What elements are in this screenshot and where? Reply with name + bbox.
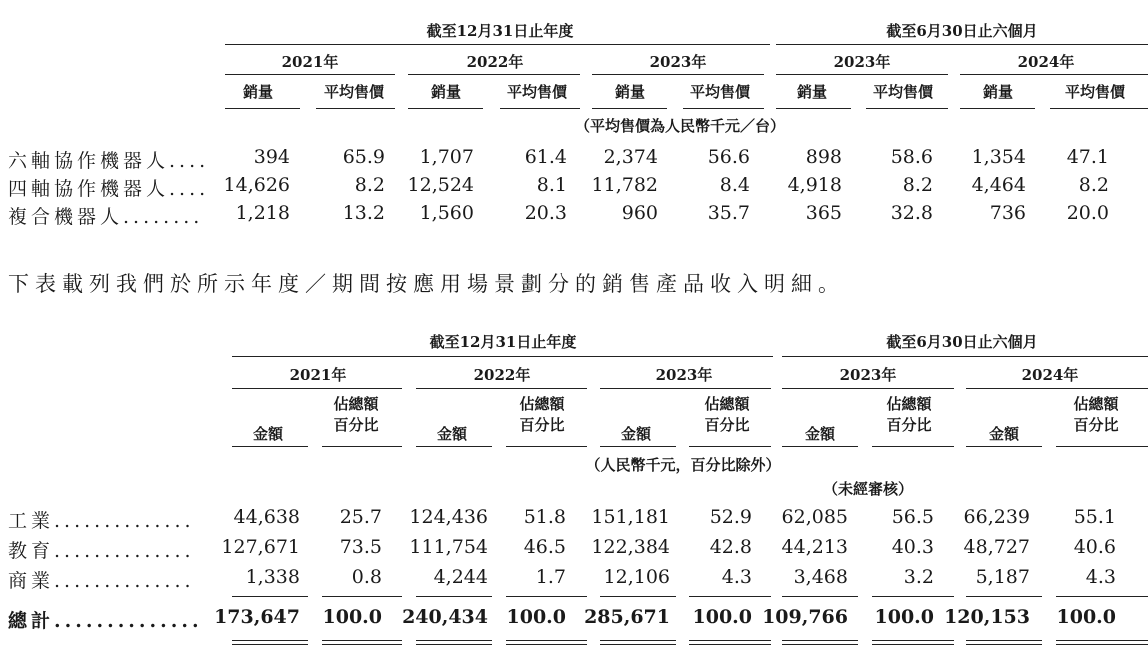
table-cell: 56.5 [891, 506, 934, 528]
divider [782, 388, 954, 389]
table-cell: 3,468 [793, 566, 848, 588]
table-cell: 4.3 [721, 566, 752, 588]
divider [782, 446, 858, 447]
divider [232, 596, 308, 597]
col-header-pct-line2: 百分比 [704, 416, 750, 434]
table-cell: 40.6 [1073, 536, 1116, 558]
table-cell: 0.8 [351, 566, 382, 588]
divider [966, 446, 1042, 447]
col-header-volume: 銷量 [982, 83, 1014, 101]
divider [1056, 596, 1148, 597]
table2-period-header-halfyear: 截至6月30日止六個月 [886, 333, 1038, 351]
table-cell: 4,464 [971, 174, 1026, 196]
table-cell: 3.2 [903, 566, 934, 588]
row-label: 教育.............. [8, 540, 195, 562]
total-cell: 100.0 [874, 606, 934, 628]
divider [960, 74, 1148, 75]
table-cell: 52.9 [709, 506, 752, 528]
table-cell: 4,918 [787, 174, 842, 196]
row-label: 複合機器人........ [8, 206, 204, 228]
table-cell: 8.4 [719, 174, 750, 196]
col-header-pct [333, 394, 378, 436]
row-label: 工業.............. [8, 510, 195, 532]
table-cell: 65.9 [342, 146, 385, 168]
col-header-pct-line1: 佔總額 [519, 395, 565, 413]
table-cell: 4.3 [1085, 566, 1116, 588]
col-header-pct-line2: 百分比 [1073, 416, 1119, 434]
total-cell: 109,766 [762, 606, 848, 628]
table-cell: 35.7 [707, 202, 750, 224]
col-header-amount: 金額 [620, 425, 652, 443]
table2-year-header: 2023年 [655, 366, 713, 384]
col-header-volume: 銷量 [614, 83, 646, 101]
table-cell: 1,354 [971, 146, 1026, 168]
col-header-pct-line1: 佔總額 [886, 395, 932, 413]
divider [776, 74, 948, 75]
divider [322, 596, 402, 597]
col-header-avg-price: 平均售價 [689, 83, 751, 101]
divider [225, 108, 300, 109]
double-underline [322, 640, 402, 645]
col-header-volume: 銷量 [242, 83, 274, 101]
divider [960, 108, 1035, 109]
table-cell: 11,782 [591, 174, 658, 196]
divider [1056, 446, 1148, 447]
total-cell: 120,153 [944, 606, 1030, 628]
double-underline [506, 640, 587, 645]
divider [600, 596, 676, 597]
table-cell: 20.0 [1066, 202, 1109, 224]
row-label: 商業.............. [8, 570, 195, 592]
table-cell: 8.2 [902, 174, 933, 196]
divider [408, 74, 580, 75]
total-cell: 240,434 [402, 606, 488, 628]
divider [776, 44, 1148, 45]
table-cell: 122,384 [591, 536, 670, 558]
total-cell: 100.0 [506, 606, 566, 628]
double-underline [1056, 640, 1148, 645]
table-cell: 14,626 [223, 174, 290, 196]
divider [782, 356, 1148, 357]
table1-year-header: 2023年 [649, 53, 707, 71]
total-cell: 173,647 [214, 606, 300, 628]
table2-year-header: 2023年 [839, 366, 897, 384]
table-cell: 12,524 [407, 174, 474, 196]
double-underline [782, 640, 858, 645]
table-cell: 124,436 [409, 506, 488, 528]
col-header-amount: 金額 [804, 425, 836, 443]
col-header-volume: 銷量 [796, 83, 828, 101]
table2-period-header-annual: 截至12月31日止年度 [429, 333, 577, 351]
unit-note: （人民幣千元，百分比除外） [585, 456, 781, 474]
divider [322, 446, 402, 447]
divider [232, 356, 773, 357]
unit-note: （平均售價為人民幣千元／台） [574, 117, 786, 135]
divider [408, 108, 483, 109]
table-cell: 127,671 [221, 536, 300, 558]
divider [872, 446, 954, 447]
table-cell: 46.5 [523, 536, 566, 558]
table-cell: 1,560 [419, 202, 474, 224]
table-cell: 44,638 [233, 506, 300, 528]
table-cell: 13.2 [342, 202, 385, 224]
col-header-pct [886, 394, 931, 436]
col-header-volume: 銷量 [430, 83, 462, 101]
divider [225, 74, 395, 75]
divider [689, 596, 771, 597]
table-cell: 48,727 [963, 536, 1030, 558]
table-cell: 44,213 [781, 536, 848, 558]
col-header-pct [1073, 394, 1118, 436]
col-header-pct [704, 394, 749, 436]
divider [782, 596, 858, 597]
table-cell: 1,338 [245, 566, 300, 588]
table1-year-header: 2022年 [466, 53, 524, 71]
table-cell: 394 [253, 146, 290, 168]
divider [416, 596, 492, 597]
divider [225, 44, 770, 45]
table-cell: 55.1 [1073, 506, 1116, 528]
divider [600, 446, 676, 447]
table1-year-header: 2021年 [281, 53, 339, 71]
table2-year-header: 2021年 [289, 366, 347, 384]
table-cell: 51.8 [523, 506, 566, 528]
col-header-pct-line1: 佔總額 [333, 395, 379, 413]
double-underline [872, 640, 954, 645]
table-cell: 4,244 [433, 566, 488, 588]
divider [600, 388, 771, 389]
table-cell: 111,754 [409, 536, 488, 558]
table-cell: 898 [805, 146, 842, 168]
table-cell: 40.3 [891, 536, 934, 558]
table-cell: 62,085 [781, 506, 848, 528]
divider [966, 596, 1042, 597]
divider [506, 446, 587, 447]
unaudited-note: （未經審核） [822, 480, 914, 498]
col-header-amount: 金額 [436, 425, 468, 443]
double-underline [966, 640, 1042, 645]
divider [416, 446, 492, 447]
col-header-avg-price: 平均售價 [872, 83, 934, 101]
double-underline [689, 640, 771, 645]
table-cell: 1.7 [535, 566, 566, 588]
col-header-avg-price: 平均售價 [1064, 83, 1126, 101]
table-cell: 42.8 [709, 536, 752, 558]
table1-period-header-annual: 截至12月31日止年度 [426, 22, 574, 40]
double-underline [416, 640, 492, 645]
divider [592, 108, 667, 109]
table-cell: 12,106 [603, 566, 670, 588]
col-header-pct [519, 394, 564, 436]
col-header-pct-line2: 百分比 [886, 416, 932, 434]
divider [866, 108, 948, 109]
col-header-amount: 金額 [252, 425, 284, 443]
table2-year-header: 2022年 [473, 366, 531, 384]
divider [683, 108, 764, 109]
table-cell: 25.7 [339, 506, 382, 528]
table1-period-header-halfyear: 截至6月30日止六個月 [886, 22, 1038, 40]
caption-paragraph: 下表載列我們於所示年度／期間按應用場景劃分的銷售產品收入明細。 [8, 272, 845, 296]
total-cell: 285,671 [584, 606, 670, 628]
double-underline [600, 640, 676, 645]
divider [592, 74, 764, 75]
total-label: 總計.............. [8, 610, 203, 632]
table-cell: 1,707 [419, 146, 474, 168]
table-cell: 61.4 [524, 146, 567, 168]
total-cell: 100.0 [322, 606, 382, 628]
divider [416, 388, 587, 389]
table-cell: 47.1 [1066, 146, 1109, 168]
row-label: 六軸協作機器人.... [8, 150, 210, 172]
table-cell: 365 [805, 202, 842, 224]
col-header-amount: 金額 [988, 425, 1020, 443]
table-cell: 73.5 [339, 536, 382, 558]
table-cell: 2,374 [603, 146, 658, 168]
table-cell: 8.2 [354, 174, 385, 196]
divider [316, 108, 395, 109]
table1-year-header: 2023年 [833, 53, 891, 71]
table-cell: 32.8 [890, 202, 933, 224]
table-cell: 151,181 [591, 506, 670, 528]
col-header-avg-price: 平均售價 [506, 83, 568, 101]
table-cell: 8.1 [536, 174, 567, 196]
divider [232, 446, 308, 447]
table-cell: 56.6 [707, 146, 750, 168]
table-cell: 1,218 [235, 202, 290, 224]
double-underline [232, 640, 308, 645]
table-cell: 736 [989, 202, 1026, 224]
divider [506, 596, 587, 597]
col-header-avg-price: 平均售價 [323, 83, 385, 101]
table2-year-header: 2024年 [1021, 366, 1079, 384]
row-label: 四軸協作機器人.... [8, 178, 210, 200]
table-cell: 960 [621, 202, 658, 224]
divider [966, 388, 1148, 389]
total-cell: 100.0 [1056, 606, 1116, 628]
divider [500, 108, 580, 109]
divider [689, 446, 771, 447]
table-cell: 66,239 [963, 506, 1030, 528]
table1-year-header: 2024年 [1017, 53, 1075, 71]
divider [232, 388, 402, 389]
col-header-pct-line2: 百分比 [519, 416, 565, 434]
table-cell: 5,187 [975, 566, 1030, 588]
total-cell: 100.0 [692, 606, 752, 628]
table-cell: 20.3 [524, 202, 567, 224]
col-header-pct-line2: 百分比 [333, 416, 379, 434]
table-cell: 8.2 [1078, 174, 1109, 196]
divider [1050, 108, 1148, 109]
col-header-pct-line1: 佔總額 [1073, 395, 1119, 413]
col-header-pct-line1: 佔總額 [704, 395, 750, 413]
table-cell: 58.6 [890, 146, 933, 168]
divider [776, 108, 851, 109]
divider [872, 596, 954, 597]
